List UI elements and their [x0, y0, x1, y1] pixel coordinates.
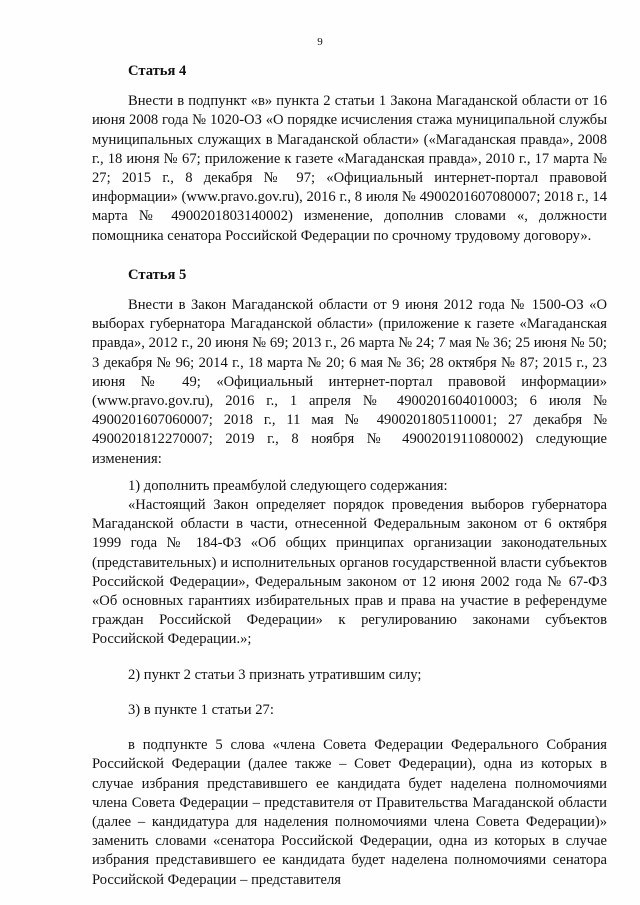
article-5-title: Статья 5 [128, 266, 187, 283]
article-4-title: Статья 4 [128, 63, 187, 79]
article-5-item-3-text: в подпункте 5 слова «члена Совета Федерации Федерального Собрания Российской Федерации (далее также – Совет Федерации), одна из которых в случае избрания представившего ее кандидата будет наделена полномочиями члена Совета Федерации – представителя от Правительства Магаданской области (далее – кандидатура для наделения полномочиями члена Совета Федерации)» заменить словами «сенатора Российской Федерации, одна из которых в случае избрания представившего ее кандидата будет наделена полномочиями сенатора Российской Федерации – представителя [92, 737, 607, 888]
article-5-item-2: 2) пункт 2 статьи 3 признать утратившим силу; [128, 666, 422, 683]
article-4-paragraph: Внести в подпункт «в» пункта 2 статьи 1 Закона Магаданской области от 16 июня 2008 года № 1020-ОЗ «О порядке исчисления стажа муниципальной службы муниципальных служащих в Магаданской области» («Магаданская правда», 2008 г., 18 июня № 67; приложение к газете «Магаданская правда», 2010 г., 17 марта № 27; 2015 г., 8 декабря № 97; «Официальный интернет-портал правовой информации» (www.pravo.gov.ru), 2016 г., 8 июля № 4900201607080007; 2018 г., 14 марта № 4900201803140002) изменение, дополнив словами «, должности помощника сенатора Российской Федерации по срочному трудовому договору». [92, 93, 607, 244]
page-number: 9 [317, 36, 323, 48]
article-5-item-3: 3) в пункте 1 статьи 27: [128, 701, 274, 718]
article-5-intro: Внести в Закон Магаданской области от 9 июня 2012 года № 1500-ОЗ «О выборах губернатора Магаданской области» (приложение к газете «Магаданская правда», 2012 г., 20 июня № 69; 2013 г., 26 марта № 24; 7 мая № 36; 25 июня № 50; 3 декабря № 96; 2014 г., 18 марта № 20; 6 мая № 36; 28 октября № 87; 2015 г., 23 июня № 49; «Официальный интернет-портал правовой информации» (www.pravo.gov.ru), 2016 г., 1 апреля № 4900201604010003; 6 июля № 4900201607060007; 2018 г., 11 мая № 4900201805110001; 27 декабря № 4900201812270007; 2019 г., 8 ноября № 4900201911080002) следующие изменения: [92, 297, 607, 467]
document-body [92, 62, 607, 890]
article-5-item-1: 1) дополнить преамбулой следующего содержания: [128, 477, 448, 494]
article-5-item-1-quote: «Настоящий Закон определяет порядок проведения выборов губернатора Магаданской области в части, отнесенной Федеральным законом от 6 октября 1999 года № 184-ФЗ «Об общих принципах организации законодательных (представительных) и исполнительных органов государственной власти субъектов Российской Федерации», Федеральным законом от 12 июня 2002 года № 67-ФЗ «Об основных гарантиях избирательных прав и права на участие в референдуме граждан Российской Федерации» к регулированию законами субъектов Российской Федерации.»; [92, 497, 607, 648]
